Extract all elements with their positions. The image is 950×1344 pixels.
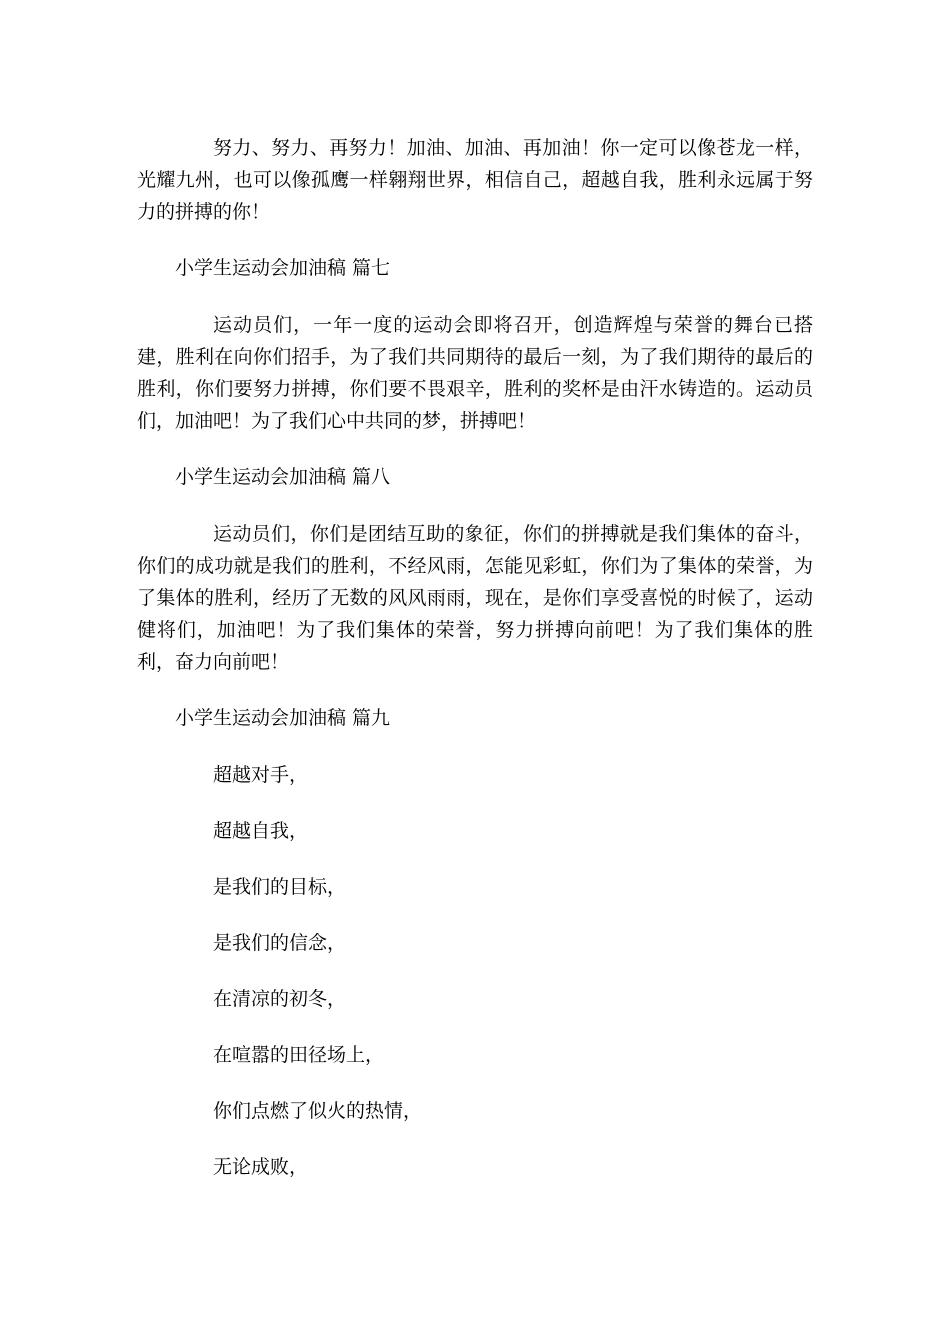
verse-line: 超越自我， — [213, 820, 309, 842]
verse-line: 在清凉的初冬， — [213, 988, 347, 1010]
section-heading-9: 小学生运动会加油稿 篇九 — [175, 707, 391, 729]
verse-line: 是我们的信念， — [213, 932, 347, 954]
verse-line: 是我们的目标， — [213, 876, 347, 898]
paragraph-section-7: 运动员们，一年一度的运动会即将召开，创造辉煌与荣誉的舞台已搭建，胜利在向你们招手，为了我们共同期待的最后一刻，为了我们期待的最后的胜利，你们要努力拼搏，你们要不畏艰辛，胜利的奖杯是由汗水铸造的。运动员们，加油吧！为了我们心中共同的梦，拼搏吧！ — [137, 314, 813, 432]
paragraph-section-8: 运动员们，你们是团结互助的象征，你们的拼搏就是我们集体的奋斗，你们的成功就是我们的胜利，不经风雨，怎能见彩虹，你们为了集体的荣誉，为了集体的胜利，经历了无数的风风雨雨，现在，是你们享受喜悦的时候了，运动健将们，加油吧！为了我们集体的荣誉，努力拼搏向前吧！为了我们集体的胜利，奋力向前吧！ — [137, 523, 813, 673]
verse-line: 无论成败， — [213, 1156, 309, 1178]
verse-line: 在喧嚣的田径场上， — [213, 1044, 385, 1066]
section-heading-7: 小学生运动会加油稿 篇七 — [175, 257, 391, 279]
verse-line: 你们点燃了似火的热情， — [213, 1100, 423, 1122]
verse-line: 超越对手， — [213, 764, 309, 786]
section-heading-8: 小学生运动会加油稿 篇八 — [175, 466, 391, 488]
paragraph-encouragement: 努力、努力、再努力！加油、加油、再加油！你一定可以像苍龙一样，光耀九州，也可以像孤鹰一样翱翔世界，相信自己，超越自我，胜利永远属于努力的拼搏的你！ — [137, 137, 813, 223]
